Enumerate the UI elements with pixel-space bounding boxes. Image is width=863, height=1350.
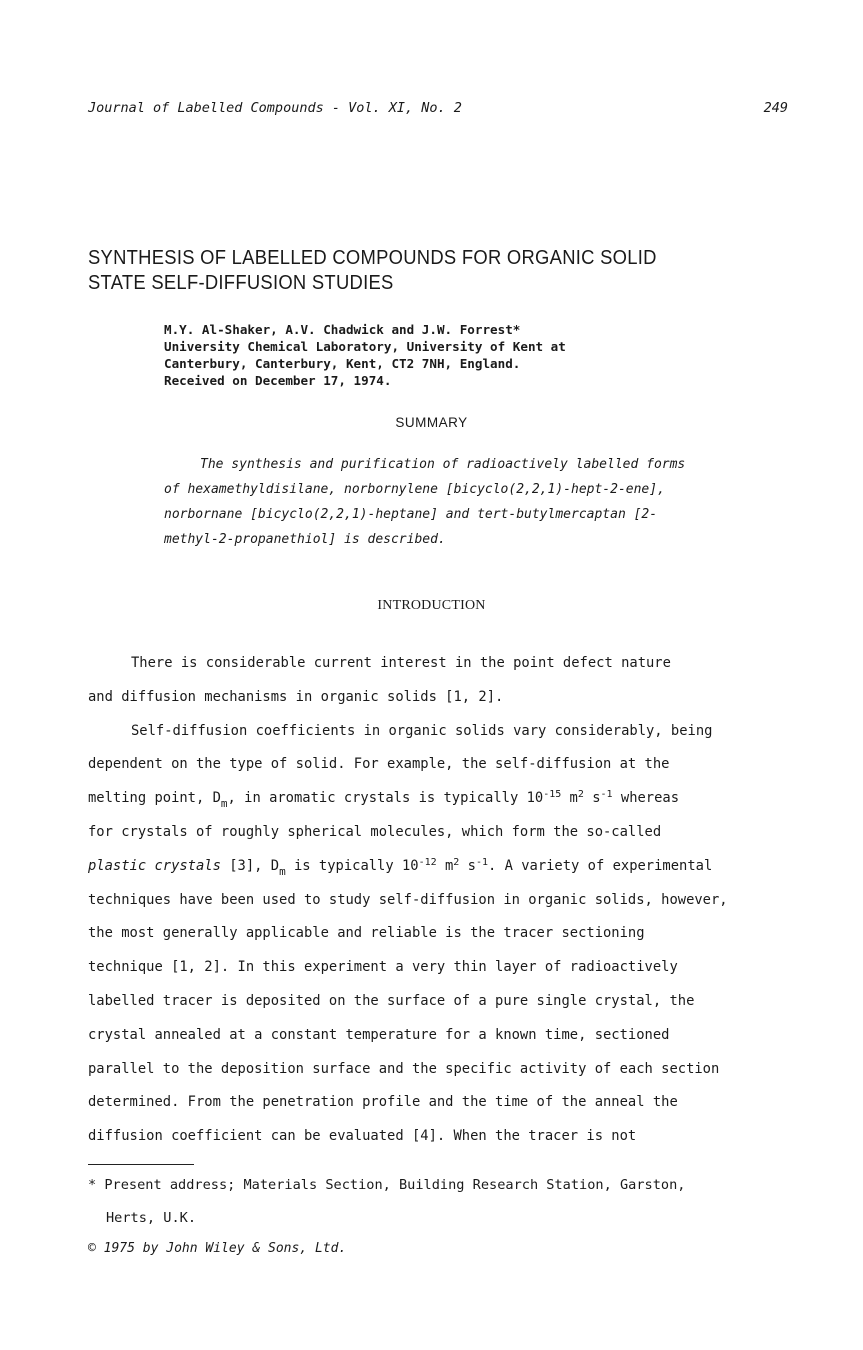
- paragraph-2: Self-diffusion coefficients in organic solids vary considerably, being dependent on the type of solid. For example, the self-diffusion at the melting point, $D_m$, in aromatic crystals is typically $10^{-15}$ $m^2$ $s^{-1}$ whereas for crystals of roughly spherical molecules, which form the so-called plastic crystals [3], $D_m$ is typically $10^{-12}$ $m^2$ $s^{-1}$. A variety of experimental techniques have been used to study self-diffusion in organic solids, however, the most generally applicable and reliable is the tracer sectioning technique [1, 2]. In this experiment a very thin layer of radioactively labelled tracer is deposited on the surface of a pure single crystal, the crystal annealed at a constant temperature for a known time, sectioned parallel to the deposition surface and the specific activity of each section determined. From the penetration profile and the time of the anneal the diffusion coefficient can be evaluated [4]. When the tracer is not: [88, 722, 728, 1145]
- abstract-line: The synthesis and purification of radioactively labelled forms: [200, 457, 686, 472]
- running-title: Journal of Labelled Compounds - Vol. XI, No. 2: [88, 100, 462, 116]
- footnote: [88, 1169, 788, 1235]
- affiliation-line-2: Canterbury, Canterbury, Kent, CT2 7NH, England.: [164, 356, 521, 371]
- abstract-line: norbornane [bicyclo(2,2,1)-heptane] and tert-butylmercaptan [2-: [164, 507, 658, 522]
- footnote-divider: [88, 1164, 194, 1165]
- abstract-line: methyl-2-propanethiol] is described.: [164, 532, 446, 547]
- title-line-2: STATE SELF-DIFFUSION STUDIES: [88, 272, 394, 294]
- body-text: [88, 647, 788, 1154]
- received-date: Received on December 17, 1974.: [164, 373, 392, 388]
- abstract-line: of hexamethyldisilane, norbornylene [bicyclo(2,2,1)-hept-2-ene],: [164, 482, 665, 497]
- title-line-1: SYNTHESIS OF LABELLED COMPOUNDS FOR ORGANIC SOLID: [88, 247, 657, 269]
- affiliation-line-1: University Chemical Laboratory, University of Kent at: [164, 339, 566, 354]
- paragraph-1: There is considerable current interest in the point defect nature and diffusion mechanisms in organic solids [1, 2].: [88, 655, 671, 705]
- footnote-line-1: * Present address; Materials Section, Building Research Station, Garston,: [88, 1177, 686, 1193]
- author-names: M.Y. Al-Shaker, A.V. Chadwick and J.W. Forrest*: [164, 322, 521, 337]
- running-header: [88, 100, 788, 116]
- emphasis-plastic-crystals: plastic crystals: [88, 857, 221, 874]
- summary-heading: SUMMARY: [395, 415, 468, 430]
- page-number: 249: [763, 100, 788, 116]
- copyright-notice: © 1975 by John Wiley & Sons, Ltd.: [88, 1241, 347, 1256]
- introduction-heading: INTRODUCTION: [377, 598, 486, 613]
- article-title: [88, 246, 723, 296]
- abstract: [164, 452, 754, 552]
- author-block: [164, 321, 784, 389]
- footnote-line-2: Herts, U.K.: [106, 1210, 197, 1226]
